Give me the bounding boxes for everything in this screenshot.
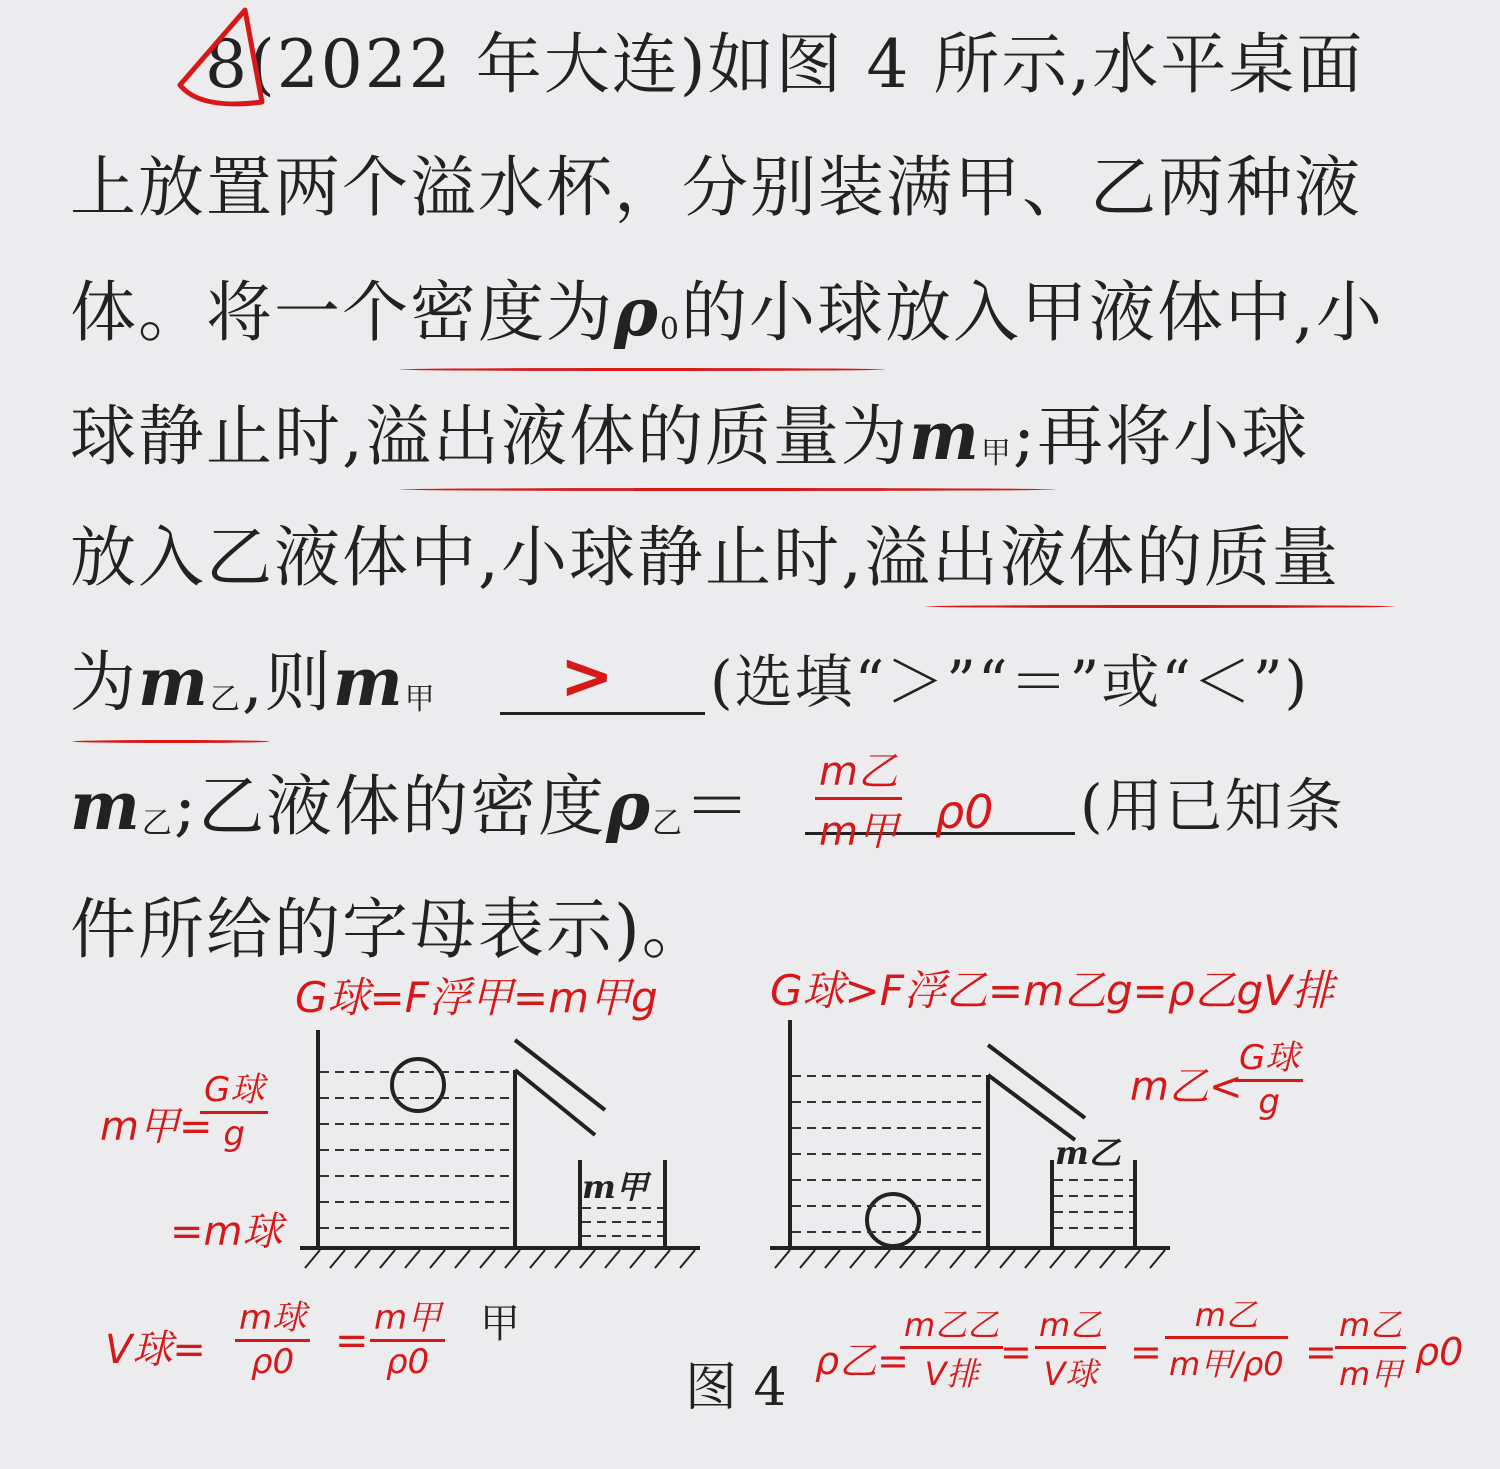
question-line-7-tail: (用已知条 <box>1080 772 1345 840</box>
answer-2-fraction: m乙 m甲 <box>815 740 902 857</box>
note-rho-eq-2: = <box>1130 1330 1162 1374</box>
note-vqiu-lhs: V球= <box>105 1327 206 1373</box>
note-myi-fraction: G球 g <box>1235 1030 1303 1122</box>
note-top-left: G球=F浮甲=m甲g <box>295 973 658 1022</box>
note-vqiu-tail: 甲 <box>480 1301 520 1347</box>
question-line-4: 球静止时,溢出液体的质量为m甲;再将小球 <box>70 397 1310 475</box>
question-line-1: 8(2022 年大连)如图 4 所示,水平桌面 <box>205 26 1365 103</box>
note-rho-fraction-3: m乙 m甲/ρ0 <box>1165 1290 1288 1385</box>
answer-1: > <box>560 640 614 714</box>
question-line-7: m乙;乙液体的密度ρ乙＝ <box>70 767 752 845</box>
note-rho-fraction-1: m乙乙 V排 <box>900 1300 1003 1395</box>
note-mjia-lhs: m甲= <box>100 1104 213 1150</box>
note-top-right: G球>F浮乙=m乙g=ρ乙gV排 <box>770 966 1334 1015</box>
figure-caption: 图 4 <box>685 1358 787 1418</box>
question-line-2: 上放置两个溢水杯，分别装满甲、乙两种液 <box>70 149 1362 226</box>
note-rho-lhs: ρ乙= <box>815 1339 909 1383</box>
note-rho-tail: ρ0 <box>1415 1330 1464 1374</box>
note-mjia-fraction: G球 g <box>200 1062 268 1154</box>
note-rho-fraction-4: m乙 m甲 <box>1335 1300 1406 1395</box>
note-mjia-eq: =m球 <box>170 1209 283 1255</box>
note-vqiu-fraction-1: m球 ρ0 <box>235 1290 310 1382</box>
question-number: 8 <box>205 26 249 103</box>
question-line-6: 为m乙,则m甲 <box>70 643 437 721</box>
note-vqiu-eq: = <box>335 1318 369 1364</box>
cup-label-right: m乙 <box>1055 1134 1121 1172</box>
question-line-8: 件所给的字母表示)。 <box>70 891 710 968</box>
note-myi-lhs: m乙< <box>1130 1064 1243 1110</box>
note-rho-eq-1: = <box>1000 1330 1032 1374</box>
note-rho-fraction-2: m乙 V球 <box>1035 1300 1106 1395</box>
cup-label-left: m甲 <box>582 1168 648 1206</box>
note-rho-eq-3: = <box>1305 1330 1337 1374</box>
note-vqiu-fraction-2: m甲 ρ0 <box>370 1290 445 1382</box>
question-line-5: 放入乙液体中,小球静止时,溢出液体的质量 <box>70 519 1340 596</box>
answer-2-rho: ρ0 <box>935 785 994 839</box>
question-line-6-choices: (选填“＞”“＝”或“＜”) <box>710 648 1310 716</box>
question-line-3: 体。将一个密度为ρ0的小球放入甲液体中,小 <box>70 273 1384 351</box>
